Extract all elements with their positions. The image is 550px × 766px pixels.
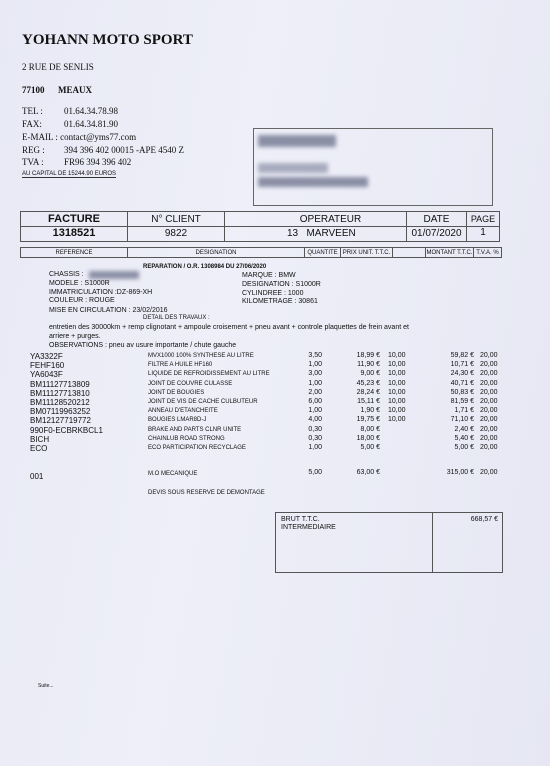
- line-qty: 0,30: [308, 434, 322, 442]
- line-desc: FILTRE A HUILE HF160: [148, 362, 213, 369]
- line-qty: 0,30: [308, 425, 322, 433]
- line-discount: 10,00: [388, 352, 406, 359]
- line-tva: 20,00: [480, 370, 498, 378]
- line-ref: 990F0-ECBRKBCL1: [30, 425, 103, 435]
- line-price: 11,90 €: [357, 361, 380, 369]
- fax-value: 01.64.34.81.90: [64, 119, 118, 129]
- line-price: 28,24 €: [356, 388, 380, 396]
- line-amount: 40,71 €: [450, 379, 474, 387]
- line-amount: 59,82 €: [450, 352, 474, 359]
- chassis-label: CHASSIS :: [49, 271, 84, 278]
- line-desc: JOINT DE COUVRE CULASSE: [148, 380, 233, 387]
- detail-line-1: entretien des 30000km + remp clignotant + ampoule croisement + pneu avant + controle plaquettes de frein avant et: [49, 324, 409, 331]
- labor-ref: 001: [30, 472, 44, 481]
- operator-label: OPERATEUR: [299, 214, 362, 225]
- line-discount: 10,00: [388, 388, 406, 396]
- line-qty: 2,00: [308, 388, 322, 396]
- line-desc: ANNEAU D'ETANCHEITE: [148, 408, 218, 415]
- line-discount: 10,00: [388, 398, 406, 405]
- line-tva: 20,00: [480, 425, 498, 433]
- observations: OBSERVATIONS : pneu av usure importante / chute gauche: [49, 342, 237, 349]
- redacted-chassis: [89, 271, 139, 279]
- line-amount: 5,40 €: [454, 434, 474, 442]
- line-ref: BICH: [30, 434, 50, 444]
- line-ref: BM07119963252: [30, 407, 91, 417]
- facture-label: FACTURE: [48, 213, 100, 225]
- line-tva: 20,00: [480, 407, 498, 415]
- line-qty: 1,00: [308, 407, 322, 415]
- immatriculation: IMMATRICULATION :DZ-869-XH: [49, 289, 153, 296]
- line-desc: BOUGIES LMAR8D-J: [148, 417, 207, 424]
- redacted-city: [258, 177, 368, 187]
- couleur: COULEUR : ROUGE: [49, 297, 115, 304]
- redacted-name: [258, 135, 336, 147]
- company-postcode: 77100: [22, 85, 45, 95]
- line-tva: 20,00: [480, 379, 498, 387]
- line-amount: 1,71 €: [454, 407, 474, 415]
- line-discount: 10,00: [388, 407, 406, 415]
- reg-label: REG :: [22, 145, 45, 155]
- line-qty: 1,00: [308, 379, 322, 387]
- line-desc: ECO PARTICIPATION RECYCLAGE: [148, 445, 246, 451]
- line-tva: 20,00: [480, 352, 498, 359]
- line-price: 18,99 €: [356, 352, 380, 359]
- intermediaire-label: INTERMEDIAIRE: [281, 524, 336, 531]
- column-header-row: [20, 247, 502, 258]
- line-amount: 5,00 €: [454, 444, 474, 451]
- line-desc: CHAINLUB ROAD STRONG: [148, 435, 225, 442]
- devis-note: DEVIS SOUS RESERVE DE DEMONTAGE: [148, 490, 265, 496]
- line-desc: BRAKE AND PARTS CLNR UNITE: [148, 426, 242, 433]
- company-name: YOHANN MOTO SPORT: [22, 32, 193, 48]
- customer-address-box: [253, 128, 493, 206]
- line-qty: 1,00: [308, 444, 322, 451]
- detail-line-2: arriere + purges.: [49, 333, 101, 340]
- line-ref: BM11128520212: [30, 398, 90, 407]
- line-tva: 20,00: [480, 416, 498, 424]
- labor-price: 63,00 €: [356, 469, 380, 476]
- cylindree: CYLINDREE : 1000: [242, 290, 304, 297]
- company-city: MEAUX: [58, 85, 92, 95]
- line-ref: ECO: [30, 444, 48, 453]
- col-blank: [393, 248, 426, 257]
- tel-value: 01.64.34.78.98: [64, 106, 118, 116]
- line-qty: 6,00: [308, 398, 322, 405]
- fax-label: FAX:: [22, 119, 42, 129]
- line-tva: 20,00: [480, 444, 498, 451]
- suite-label: Suite...: [38, 683, 54, 689]
- line-discount: 10,00: [388, 361, 406, 369]
- line-desc: JOINT DE BOUGIES: [148, 389, 205, 396]
- line-amount: 24,30 €: [450, 370, 474, 378]
- brut-label: BRUT T.T.C.: [281, 516, 320, 523]
- client-number: 9822: [164, 228, 188, 239]
- client-label: N° CLIENT: [151, 214, 201, 225]
- line-amount: 10,71 €: [450, 361, 474, 369]
- invoice-header-table: [20, 211, 500, 242]
- col-quantite: QUANTITE: [305, 248, 341, 257]
- labor-qty: 5,00: [308, 469, 322, 476]
- col-tva: T.V.A. %: [476, 250, 499, 256]
- col-designation: DESIGNATION: [128, 248, 305, 257]
- line-ref: BM11127713809: [30, 379, 90, 389]
- line-discount: 10,00: [388, 379, 406, 387]
- modele: MODELE : S1000R: [49, 280, 110, 287]
- line-price: 9,00 €: [360, 370, 380, 378]
- line-tva: 20,00: [480, 434, 498, 442]
- line-discount: 10,00: [388, 416, 406, 424]
- detail-label: DETAIL DES TRAVAUX :: [143, 315, 210, 321]
- line-amount: 71,10 €: [450, 416, 474, 424]
- totals-box: [275, 512, 503, 573]
- line-tva: 20,00: [480, 398, 498, 405]
- line-ref: YA3322F: [30, 352, 63, 361]
- redacted-street: [258, 163, 328, 173]
- date-label: DATE: [423, 214, 450, 225]
- tva-label: TVA :: [22, 157, 44, 167]
- line-price: 19,75 €: [356, 416, 380, 424]
- labor-amount: 315,00 €: [446, 469, 474, 476]
- col-prix: PRIX UNIT. T.T.C.: [341, 248, 393, 257]
- operator-number: 13: [287, 228, 299, 239]
- line-tva: 20,00: [480, 388, 498, 396]
- designation-vehicle: DESIGNATION : S1000R: [242, 281, 321, 288]
- tel-label: TEL :: [22, 106, 43, 116]
- operator-name: MARVEEN: [306, 228, 356, 239]
- line-ref: BM11127713810: [30, 388, 90, 398]
- labor-desc: M.O MECANIQUE: [148, 471, 198, 477]
- line-desc: MVX1000 100% SYNTHESE AU LITRE: [148, 353, 254, 359]
- line-qty: 3,50: [308, 352, 322, 359]
- line-discount: 10,00: [388, 370, 406, 378]
- line-price: 18,00 €: [356, 434, 380, 442]
- invoice-date: 01/07/2020: [411, 228, 462, 239]
- line-amount: 2,40 €: [454, 425, 474, 433]
- line-price: 8,00 €: [360, 425, 380, 433]
- kilometrage: KILOMETRAGE : 30861: [242, 298, 318, 305]
- capital: AU CAPITAL DE 15244.90 EUROS: [22, 171, 117, 177]
- line-amount: 50,83 €: [450, 388, 474, 396]
- line-amount: 81,59 €: [450, 398, 474, 405]
- line-tva: 20,00: [480, 361, 498, 369]
- email: E-MAIL : contact@yms77.com: [22, 132, 137, 142]
- line-price: 15,11 €: [357, 398, 380, 405]
- reg-value: 394 396 402 00015 -APE 4540 Z: [64, 145, 184, 155]
- repair-title: REPARATION / O.R. 1308984 DU 27/06/2020: [143, 264, 267, 270]
- col-reference: REFERENCE: [21, 248, 128, 257]
- company-street: 2 RUE DE SENLIS: [22, 62, 94, 72]
- line-qty: 3,00: [308, 370, 322, 378]
- line-ref: FEHF160: [30, 361, 65, 371]
- tva-value: FR96 394 396 402: [64, 157, 132, 167]
- facture-number: 1318521: [52, 227, 96, 239]
- line-qty: 4,00: [308, 416, 322, 424]
- line-price: 1,90 €: [360, 407, 380, 415]
- labor-tva: 20,00: [480, 469, 498, 476]
- marque: MARQUE : BMW: [242, 272, 296, 279]
- line-price: 5,00 €: [360, 444, 380, 451]
- page-label: PAGE: [470, 214, 496, 224]
- line-qty: 1,00: [308, 361, 322, 369]
- brut-value: 668,57 €: [470, 516, 498, 523]
- line-ref: YA6043F: [30, 370, 63, 380]
- line-price: 45,23 €: [356, 379, 380, 387]
- mise-en-circulation: MISE EN CIRCULATION : 23/02/2016: [49, 307, 168, 314]
- col-montant: MONTANT T.T.C.: [426, 250, 473, 256]
- line-desc: JOINT DE VIS DE CACHE CULBUTEUR: [148, 399, 258, 405]
- page-number: 1: [480, 227, 486, 238]
- line-ref: BM12127719772: [30, 416, 91, 426]
- line-desc: LIQUIDE DE REFROIDISSEMENT AU LITRE: [148, 371, 270, 378]
